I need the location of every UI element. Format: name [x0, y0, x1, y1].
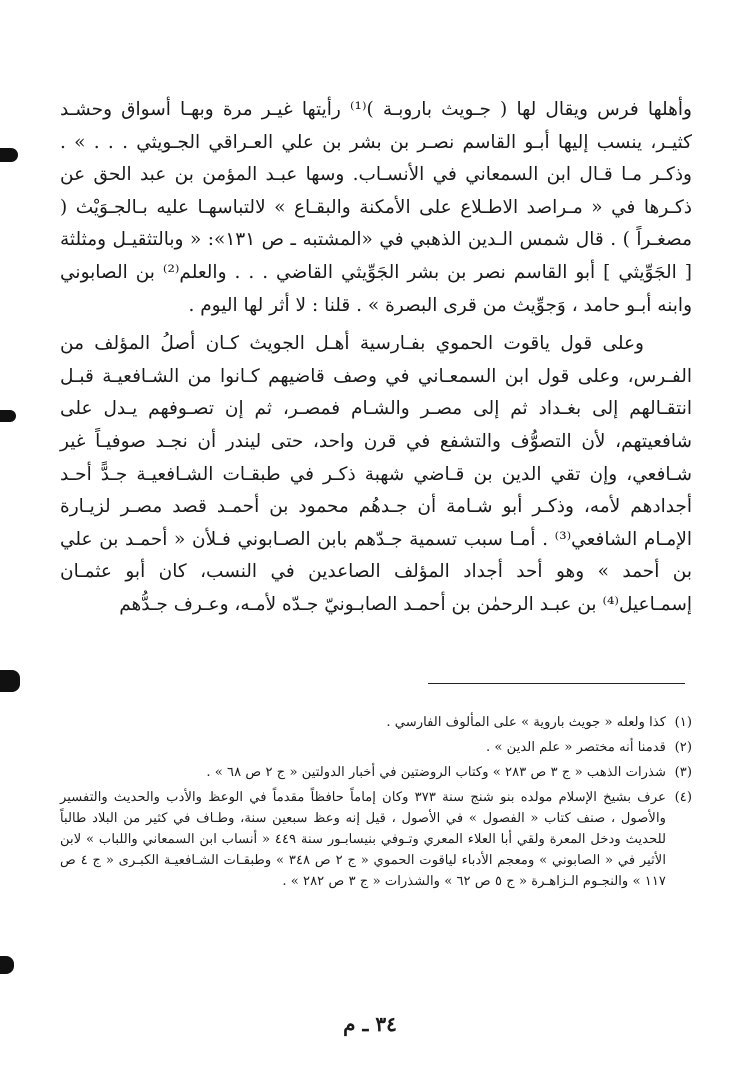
footnote [60, 712, 692, 733]
footnote-number: (٣) [674, 765, 692, 780]
paragraph: وعلى قول ياقوت الحموي بفـارسية أهـل الجويث كـان أصلُ المؤلف من الفـرس، وعلى قول ابن السمعـاني في وصف قاضيهم كـانوا من الشـافعيـة قبـل انتقـالهم إلى بغـداد ثم إلى مصـر والشـام فمصـر، ثم إن تصـوفهم يـدل على شافعيتهم، لأن التصوُّف والتشفع في قرن واحد، حتى ليندر أن نجـد صوفيـاً غير شـافعي، وإن تقي الدين بن قـاضي شهبة ذكـر في طبقـات الشـافعيـة جـدًّ أحـد أجدادهم لأمه، وذكـر أبو شـامة أن جـدهُم محمود بن أحمـد قصد مصـر لزيـارة الإمـام الشافعي⁽³⁾ . أمـا سبب تسمية جـدّهم بابن الصـابوني فـلأن « أحمـد بن علي بن أحمد » وهو أحد أجداد المؤلف الصاعدين في النسب، كان أبو عثمـان إسمـاعيل⁽⁴⁾ بن عبـد الرحمٰن بن أحمـد الصابـونيّ جـدّه لأمـه، وعـرف جـدُّهم [60, 333, 693, 615]
paragraph: وأهلها فرس ويقال لها ( جـويث باروبـة )⁽¹⁾ رأيتها غيـر مرة وبهـا أسواق وحشـد كثيـر، ينسب إليها أبـو القاسم نصـر بن بشر بن علي العـراقي الجـويثي . . . » . وذكـر مـا قـال ابن السمعاني في الأنسـاب. وسها عبـد المؤمن بن عبد الحق عن ذكـرها في « مـراصد الاطـلاع على الأمكنة والبقـاع » لالتباسهـا عليه بـالجـوَيْث ( مصغـراً ) . قال شمس الـدين الذهبي في «المشتبه ـ ص ١٣١»: « وبالتثقيـل ومثلثة [ الجَوِّيثي ] أبو القاسم نصر بن بشر الجَوِّيثي القاضي . . . والعلم⁽²⁾ بن الصابوني وابنه أبـو حامد ، وَجوِّيث من قرى البصرة » . قلنا : لا أثر لها اليوم . [60, 99, 692, 316]
footnote-text: شذرات الذهب « ج ٣ ص ٢٨٣ » وكتاب الروضتين في أخبار الدولتين « ج ٢ ص ٦٨ » . [206, 765, 666, 780]
page-edge-mark [0, 956, 14, 974]
footnotes [60, 712, 692, 896]
footnote [60, 762, 692, 783]
footnote-text: قدمنا أنه مختصر « علم الدين » . [486, 740, 666, 755]
footnote-number: (٤) [674, 790, 692, 805]
footnote-separator-rule [428, 683, 685, 685]
page-edge-mark [0, 670, 20, 692]
footnote-text: كذا ولعله « جويث باروية » على المألوف الفارسي . [386, 715, 666, 730]
page-edge-mark [0, 148, 18, 162]
footnote [60, 787, 692, 892]
main-body-text [60, 94, 692, 622]
footnote [60, 737, 692, 758]
footnote-number: (٢) [674, 740, 692, 755]
footnote-text: عرف بشيخ الإسلام مولده بنو شنج سنة ٣٧٣ وكان إماماً حافظاً مقدماً في الوعظ والأدب والحديث والتفسير والأصول ، صنف كتاب « الفصول » في الأصول ، قيل إنه وعظ سبعين سنة، وطـاف في كثير من البلاد طالباً للحديث ودخل المعرة ولقي أبا العلاء المعري وتـوفي بنيسابـور سنة ٤٤٩ « أنساب ابن السمعاني واللباب » لابن الأثير في « الصابوني » ومعجم الأدباء لياقوت الحموي « ج ٢ ص ٣٤٨ » وطبقـات الشـافعيـة الكبـرى « ج ٤ ص ١١٧ » والنجـوم الـزاهـرة « ج ٥ ص ٦٢ » والشذرات « ج ٣ ص ٢٨٢ » . [60, 790, 667, 889]
footnote-number: (١) [674, 715, 692, 730]
page-number: ٣٤ ـ م [343, 1012, 397, 1036]
page-edge-mark [0, 410, 16, 422]
